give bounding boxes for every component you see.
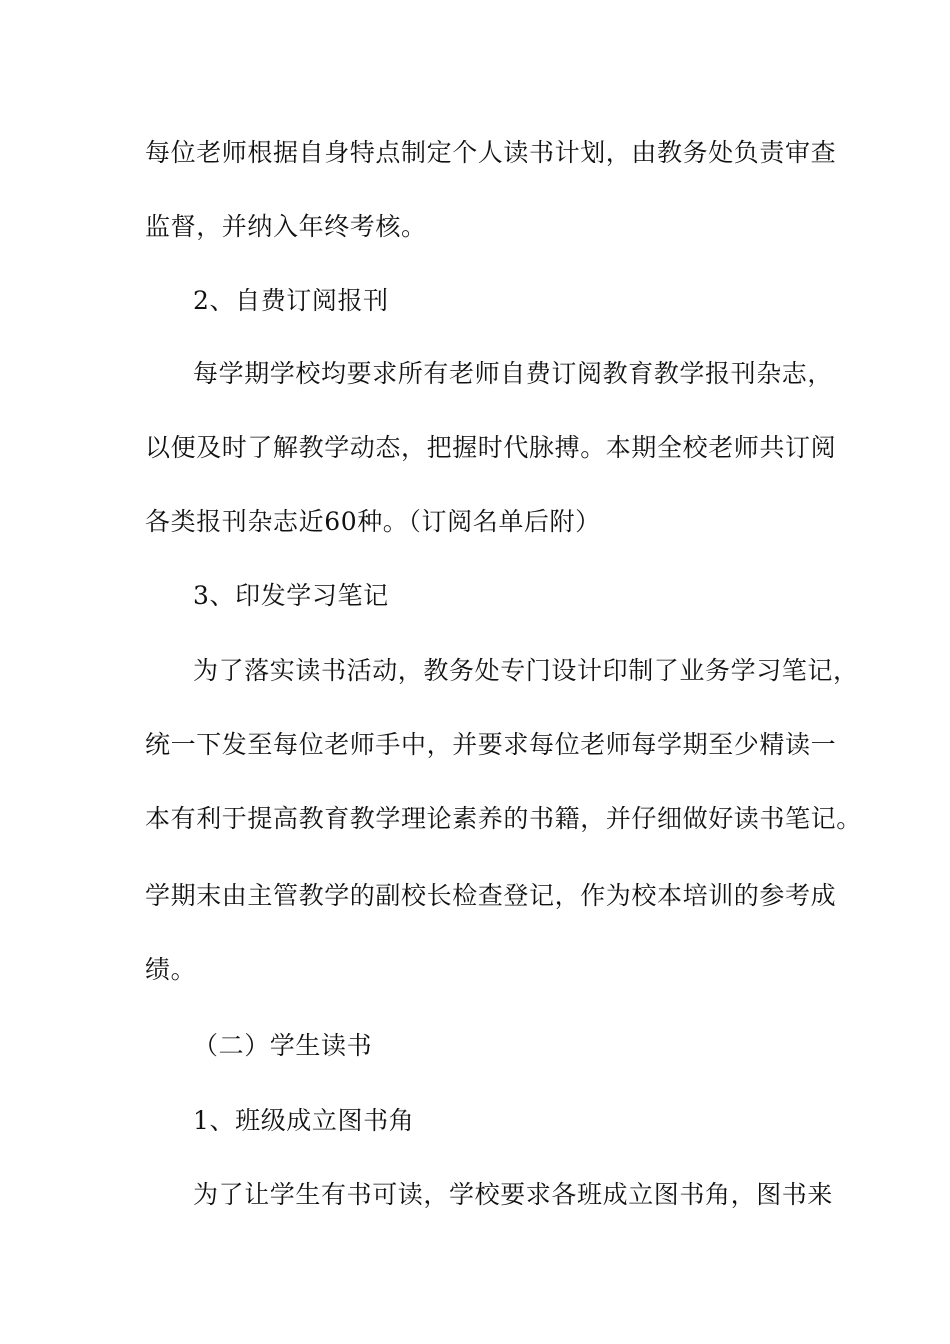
body-text-line: 以便及时了解教学动态，把握时代脉搏。本期全校老师共订阅: [145, 433, 837, 462]
body-text-line: 绩。: [145, 955, 197, 984]
body-text-line: 每学期学校均要求所有老师自费订阅教育教学报刊杂志，: [193, 359, 834, 388]
body-text-line: 为了落实读书活动，教务处专门设计印制了业务学习笔记，: [193, 656, 859, 685]
section-heading: 2、自费订阅报刊: [193, 286, 389, 315]
body-text-line: 每位老师根据自身特点制定个人读书计划，由教务处负责审查: [145, 138, 837, 167]
body-text-line: 为了让学生有书可读，学校要求各班成立图书角，图书来: [193, 1180, 834, 1209]
section-heading: 3、印发学习笔记: [193, 581, 389, 610]
section-heading: 1、班级成立图书角: [193, 1106, 415, 1135]
body-text-line: 学期末由主管教学的副校长检查登记，作为校本培训的参考成: [145, 881, 837, 910]
body-text-line: 统一下发至每位老师手中，并要求每位老师每学期至少精读一: [145, 730, 837, 759]
section-heading: （二）学生读书: [193, 1031, 373, 1060]
body-text-line: 各类报刊杂志近60种。（订阅名单后附）: [145, 507, 601, 536]
body-text-line: 本有利于提高教育教学理论素养的书籍，并仔细做好读书笔记。: [145, 804, 862, 833]
body-text-line: 监督，并纳入年终考核。: [145, 212, 427, 241]
